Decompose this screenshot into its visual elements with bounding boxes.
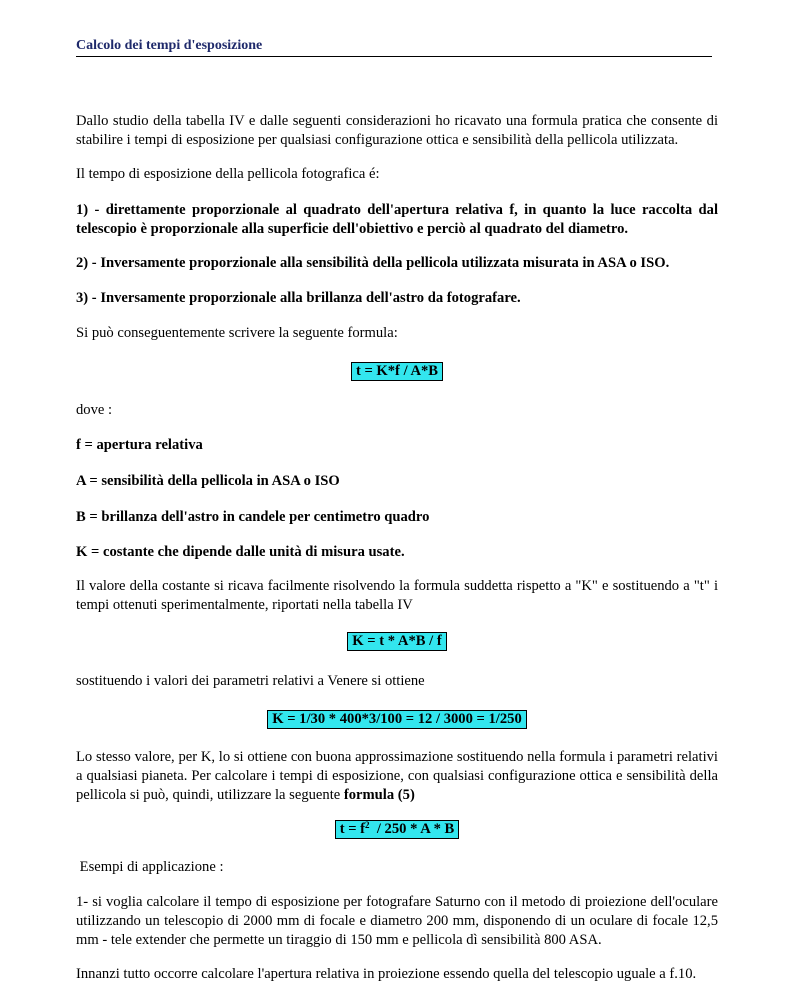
formula-2: K = t * A*B / f xyxy=(347,632,446,651)
formula-1-row xyxy=(76,362,718,381)
formula-2-row xyxy=(76,632,718,651)
page-title: Calcolo dei tempi d'esposizione xyxy=(76,38,263,53)
formula-4-row xyxy=(76,820,718,839)
formula-4-suffix: / 250 * A * B xyxy=(369,821,455,837)
definition-f: f = apertura relativa xyxy=(76,437,203,453)
formula-1: t = K*f / A*B xyxy=(351,362,443,381)
point-1: 1) - direttamente proporzionale al quadrato dell'apertura relativa f, in quanto la luce raccolta dal telescopio è proporzionale alla superficie dell'obiettivo e perciò al quadrato del diametro. xyxy=(76,202,718,237)
same-value-paragraph xyxy=(76,748,718,805)
examples-heading: Esempi di applicazione : xyxy=(76,859,224,875)
page-header xyxy=(76,38,712,57)
same-value-text: Lo stesso valore, per K, lo si ottiene con buona approssimazione sostituendo nella formula i parametri relativi a qualsiasi pianeta. Per calcolare i tempi di esposizione, con qualsiasi configurazione ottica e sensibilità della pellicola si può, quindi, utilizzare la seguente xyxy=(76,749,718,803)
formula-4-prefix: t = f xyxy=(339,821,366,837)
formula-reference: formula (5) xyxy=(343,787,415,803)
point-2: 2) - Inversamente proporzionale alla sensibilità della pellicola utilizzata misurata in ASA o ISO. xyxy=(76,255,670,271)
exposure-intro: Il tempo di esposizione della pellicola fotografica é: xyxy=(76,166,380,182)
formula-intro: Si può conseguentemente scrivere la seguente formula: xyxy=(76,325,398,341)
formula-3: K = 1/30 * 400*3/100 = 12 / 3000 = 1/250 xyxy=(267,710,527,729)
formula-3-row xyxy=(76,710,718,729)
definition-b: B = brillanza dell'astro in candele per centimetro quadro xyxy=(76,509,430,525)
intro-paragraph: Dallo studio della tabella IV e dalle seguenti considerazioni ho ricavato una formula pratica che consente di stabilire i tempi di esposizione per qualsiasi configurazione ottica e sensibilità della pellicola utilizzata. xyxy=(76,113,718,148)
dove-label: dove : xyxy=(76,402,113,418)
definition-a: A = sensibilità della pellicola in ASA o ISO xyxy=(76,473,340,489)
definition-k: K = costante che dipende dalle unità di misura usate. xyxy=(76,544,405,560)
constant-paragraph: Il valore della costante si ricava facilmente risolvendo la formula suddetta rispetto a "K" e sostituendo a "t" i tempi ottenuti sperimentalmente, riportati nella tabella IV xyxy=(76,578,718,613)
example-1-paragraph: 1- si voglia calcolare il tempo di esposizione per fotografare Saturno con il metodo di proiezione dell'oculare utilizzando un telescopio di 2000 mm di focale e diametro 200 mm, disponendo di un oculare di focale 12,5 mm - tele extender che permette un tiraggio di 150 mm e pellicola dì sensibilità 800 ASA. xyxy=(76,894,718,948)
formula-4-exponent: 2 xyxy=(365,820,370,830)
point-3: 3) - Inversamente proporzionale alla brillanza dell'astro da fotografare. xyxy=(76,290,521,306)
closing-paragraph: Innanzi tutto occorre calcolare l'apertura relativa in proiezione essendo quella del telescopio uguale a f.10. xyxy=(76,966,697,982)
venere-paragraph: sostituendo i valori dei parametri relativi a Venere si ottiene xyxy=(76,673,425,689)
formula-4 xyxy=(335,820,460,839)
